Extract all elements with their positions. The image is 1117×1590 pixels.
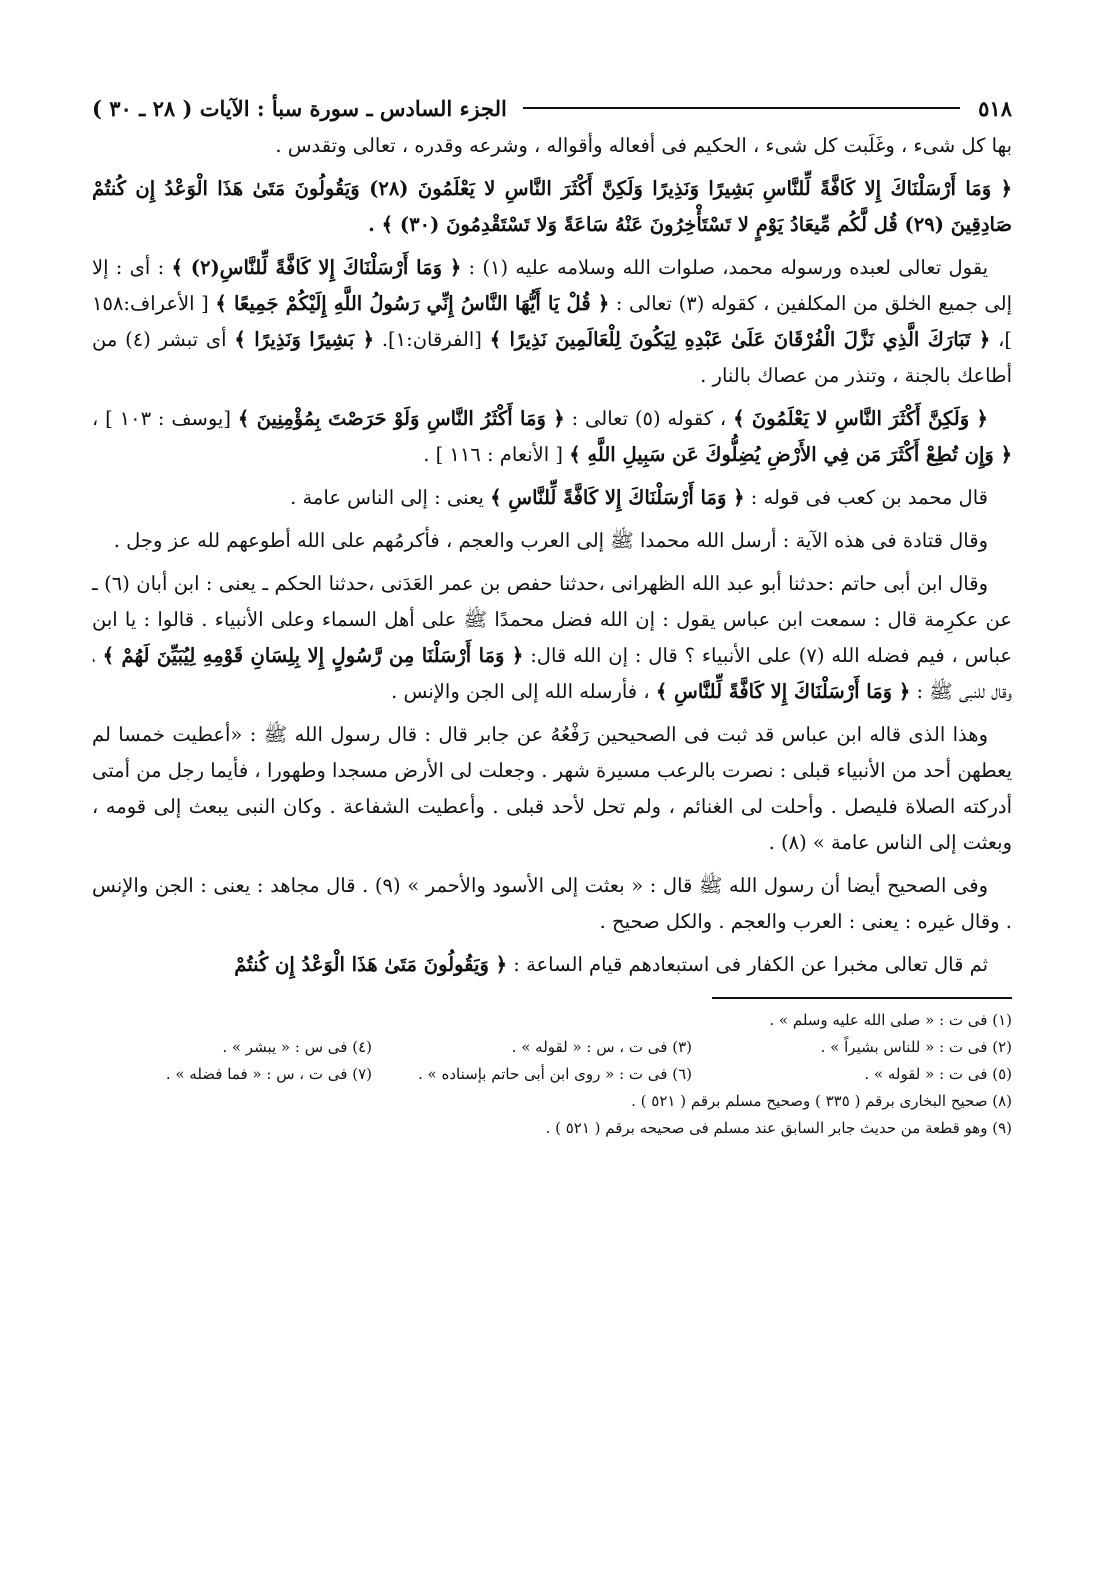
quran-quote: ﴿ وَمَا أَكْثَرُ النَّاسِ وَلَوْ حَرَصْتَ بِمُؤْمِنِينَ ﴾ xyxy=(237,407,565,430)
text-segment: ﴿ وَمَا أَرْسَلْنَاكَ إِلا كَافَّةً لِّلنَّاسِ بَشِيرًا وَنَذِيرًا وَلَكِنَّ أَكْثَرَ النَّاسِ لا يَعْلَمُونَ (٢٨) وَيَقُولُونَ مَتَىٰ هَذَا الْوَعْدُ إِن كُنتُمْ صَادِقِينَ (٢٩) قُل لَّكُم مِّيعَادُ يَوْمٍ لا تَسْتَأْخِرُونَ عَنْهُ سَاعَةً وَلا تَسْتَقْدِمُونَ (٣٠) ﴾ . xyxy=(92,177,1012,236)
quran-quote: ﴿ وَمَا أَرْسَلْنَاكَ إِلا كَافَّةً لِّلنَّاسِ ﴾ xyxy=(655,680,911,703)
paragraph xyxy=(92,523,1012,559)
paragraph xyxy=(92,566,1012,710)
quran-quote: ﴿ وَمَا أَرْسَلْنَا مِن رَّسُولٍ إِلا بِلِسَانِ قَوْمِهِ لِيُبَيِّنَ لَهُمْ ﴾ xyxy=(102,644,524,667)
paragraph xyxy=(92,250,1012,394)
header-rule xyxy=(523,107,960,109)
text-segment: [ الأنعام : ١١٦ ] . xyxy=(423,443,570,466)
paragraph xyxy=(92,401,1012,473)
text-segment: وقال ابن أبى حاتم :حدثنا أبو عبد الله الظهرانى ،حدثنا حفص بن عمر العَدَنى ،حدثنا الحكم ـ يعنى : ابن أبان (٦) ـ عن عكرِمة قال : سمعت ابن عباس يقول : إن الله فضل محمدًا ﷺ على أهل السماء وعلى الأنبياء . قالوا : يا ابن عباس ، فيم فضله الله (٧) على الأنبياء ؟ قال : إن الله قال: xyxy=(92,572,1012,667)
quran-quote: ﴿ وَمَا أَرْسَلْنَاكَ إِلا كَافَّةً لِّلنَّاسِ ﴾ xyxy=(490,486,745,509)
quran-quote: ﴿ تَبَارَكَ الَّذِي نَزَّلَ الْفُرْقَانَ عَلَىٰ عَبْدِهِ لِيَكُونَ لِلْعَالَمِينَ نَذِيرًا ﴾ xyxy=(489,328,991,351)
text-segment: أى تبشر (٤) من أطاعك بالجنة ، وتنذر من عصاك بالنار . xyxy=(92,328,1012,387)
text-segment: [يوسف : ١٠٣ ] ، xyxy=(92,407,238,430)
quran-quote: ﴿ بَشِيرًا وَنَذِيرًا ﴾ xyxy=(234,328,375,351)
text-segment: : أى : إلا إلى جميع الخلق من المكلفين ، كقوله (٣) تعالى : xyxy=(92,256,1013,315)
footnote-separator xyxy=(712,997,1012,999)
running-title: الجزء السادس ـ سورة سبأ : الآيات ( ٢٨ ـ ٣٠ ) xyxy=(92,95,507,121)
text-segment: ، فأرسله الله إلى الجن والإنس . xyxy=(391,680,656,703)
text-segment: ثم قال تعالى مخبرا عن الكفار فى استبعادهم قيام الساعة : xyxy=(507,953,988,976)
text-segment: يقول تعالى لعبده ورسوله محمد، صلوات الله وسلامه عليه (١) : xyxy=(461,256,989,279)
paragraph xyxy=(92,868,1012,940)
footnote-2: (٢) فى ت : « للناس بشيراً » . xyxy=(820,1038,1012,1056)
quran-quote: ﴿ وَلَكِنَّ أَكْثَرَ النَّاسِ لا يَعْلَمُونَ ﴾ xyxy=(733,407,988,430)
paragraph xyxy=(92,947,1012,983)
text-segment: وهذا الذى قاله ابن عباس قد ثبت فى الصحيحين رَفْعُهُ عن جابر قال : قال رسول الله ﷺ : «أعطيت خمسا لم يعطهن أحد من الأنبياء قبلى : نصرت بالرعب مسيرة شهر . وجعلت لى الأرض مسجدا وطهورا ، فأيما رجل من أمتى أدركته الصلاة فليصل . وأحلت لى الغنائم ، ولم تحل لأحد قبلى . وأعطيت الشفاعة . وكان النبى يبعث إلى قومه ، وبعثت إلى الناس عامة » (٨) . xyxy=(92,723,1012,854)
text-segment: وفى الصحيح أيضا أن رسول الله ﷺ قال : « بعثت إلى الأسود والأحمر » (٩) . قال مجاهد : يعنى : الجن والإنس . وقال غيره : يعنى : العرب والعجم . والكل صحيح . xyxy=(92,874,1012,933)
footnote-9: (٩) وهو قطعة من حديث جابر السابق عند مسلم فى صحيحه برقم ( ٥٢١ ) . xyxy=(545,1119,1012,1137)
text-segment: قال محمد بن كعب فى قوله : xyxy=(744,486,988,509)
footnote-1: (١) فى ت : « صلى الله عليه وسلم » . xyxy=(769,1011,1012,1029)
text-segment: ، كقوله (٥) تعالى : xyxy=(564,407,734,430)
text-segment: وقال قتادة فى هذه الآية : أرسل الله محمدا ﷺ إلى العرب والعجم ، فأكرمُهم على الله أطوعهم لله عز وجل . xyxy=(113,529,988,552)
paragraph xyxy=(92,128,1012,164)
quran-quote: ﴿ قُلْ يَا أَيُّهَا النَّاسُ إِنِّي رَسُولُ اللَّهِ إِلَيْكُمْ جَمِيعًا ﴾ xyxy=(215,292,610,315)
text-segment: [ الأعراف:١٥٨ ]، xyxy=(92,292,1013,351)
page-header xyxy=(92,88,1012,128)
page-number: ٥١٨ xyxy=(978,95,1012,121)
quran-quote: ﴿ وَإِن تُطِعْ أَكْثَرَ مَن فِي الأَرْضِ يُضِلُّوكَ عَن سَبِيلِ اللَّهِ ﴾ xyxy=(569,443,1012,466)
page-body xyxy=(92,128,1012,983)
footnote-8: (٨) صحيح البخارى برقم ( ٣٣٥ ) وصحيح مسلم برقم ( ٥٢١ ) . xyxy=(631,1092,1012,1110)
footnote-6: (٦) فى ت : « روى ابن أبى حاتم بإسناده » . xyxy=(418,1065,692,1083)
footnote-5: (٥) فى ت : « لقوله » . xyxy=(864,1065,1012,1083)
text-segment: ، وقال للنبى ﷺ : xyxy=(92,644,1012,703)
quran-quote: ﴿ وَمَا أَرْسَلْنَاكَ إِلا كَافَّةً لِّلنَّاسِ(٢) ﴾ xyxy=(171,256,462,279)
paragraph xyxy=(92,717,1012,861)
quran-verse-block xyxy=(92,171,1012,243)
text-segment: [الفرقان:١]. xyxy=(374,328,490,351)
footnote-3: (٣) فى ت ، س : « لقوله » . xyxy=(511,1038,692,1056)
footnotes xyxy=(92,1007,1012,1142)
quran-quote: ﴿ وَيَقُولُونَ مَتَىٰ هَذَا الْوَعْدُ إِن كُنتُمْ xyxy=(234,953,508,976)
text-segment: يعنى : إلى الناس عامة . xyxy=(290,486,491,509)
text-segment: بها كل شىء ، وغَلَبت كل شىء ، الحكيم فى أفعاله وأقواله ، وشرعه وقدره ، تعالى وتقدس . xyxy=(275,134,1012,157)
footnote-7: (٧) فى ت ، س : « فما فضله » . xyxy=(165,1065,372,1083)
paragraph xyxy=(92,480,1012,516)
footnote-4: (٤) فى س : « يبشر » . xyxy=(222,1038,372,1056)
